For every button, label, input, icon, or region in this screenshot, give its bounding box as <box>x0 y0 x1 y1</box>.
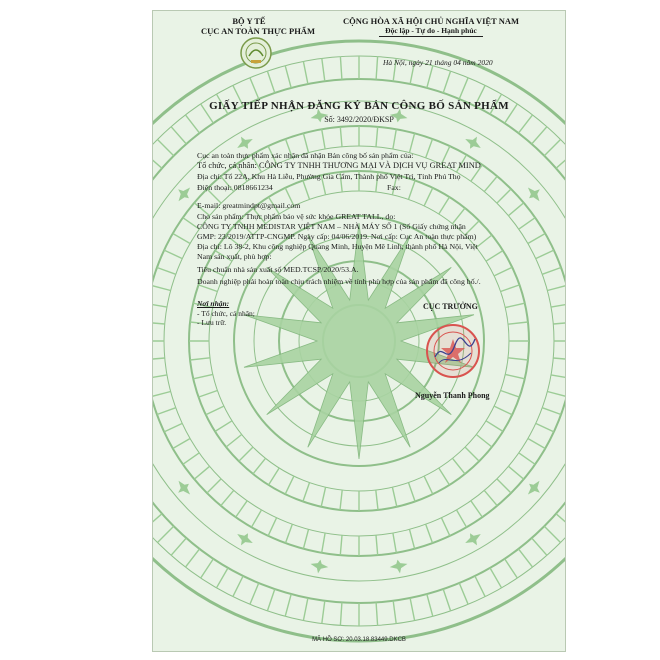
drum-tick <box>303 483 310 502</box>
organization-line: Tổ chức, cá nhân: CÔNG TY TNHH THƯƠNG MẠI VÀ DỊCH VỤ GREAT MIND <box>197 161 481 170</box>
drum-tick <box>183 453 199 465</box>
product-line: Cho sản phẩm: Thực phẩm bảo vệ sức khỏe GREAT TALL, do: <box>197 212 396 221</box>
drum-tick <box>553 358 565 360</box>
drum-tick <box>441 518 450 536</box>
drum-tick <box>471 501 483 517</box>
drum-tick <box>285 66 291 88</box>
drum-tick <box>476 235 492 248</box>
drum-tick <box>476 435 492 448</box>
drum-tick <box>153 322 165 324</box>
drum-tick <box>501 285 520 292</box>
drum-tick <box>497 479 511 493</box>
signer-name: Nguyễn Thanh Phong <box>415 391 490 400</box>
drum-tick <box>439 468 450 485</box>
drum-tick <box>303 529 308 548</box>
official-stamp-icon <box>425 323 481 379</box>
drum-tick <box>239 447 253 461</box>
drum-tick <box>322 601 325 624</box>
drum-tick <box>393 601 396 624</box>
drum-tick <box>236 501 248 517</box>
drum-tick <box>193 374 213 378</box>
drum-tick <box>157 408 176 415</box>
manufacturer-line-3: Địa chỉ: Lô 38-2, Khu công nghiệp Quang Minh, Huyện Mê Linh, thành phố Hà Nội, Việt <box>197 242 478 251</box>
drum-tick <box>443 589 450 611</box>
drum-tick <box>194 466 209 479</box>
drum-tick <box>409 483 416 502</box>
drum-tick <box>322 129 325 149</box>
drum-tick <box>215 421 232 432</box>
drum-tick <box>153 392 171 397</box>
manufacturer-line-4: Nam sản xuất, phù hợp: <box>197 252 272 261</box>
drum-tick <box>427 66 433 88</box>
drum-tick <box>153 153 162 168</box>
drum-tick <box>508 466 523 479</box>
drum-tick <box>269 468 280 485</box>
drum-tick <box>322 58 325 81</box>
document-title: GIẤY TIẾP NHẬN ĐĂNG KÝ BẢN CÔNG BỐ SẢN PHẨM <box>209 100 509 112</box>
drum-tick <box>453 458 466 474</box>
drum-tick <box>340 535 342 555</box>
drum-tick <box>424 188 433 206</box>
republic-name: CỘNG HÒA XÃ HỘI CHỦ NGHĨA VIỆT NAM <box>342 16 520 26</box>
intro-text: Cục an toàn thực phẩm xác nhận đã nhận Bản công bố sản phẩm của: <box>197 151 414 160</box>
drum-tick <box>497 189 511 203</box>
drum-tick <box>285 594 291 616</box>
drum-tick <box>551 304 565 307</box>
email-line: E-mail: greatmindpt@gmail.com <box>197 201 301 210</box>
drum-tick <box>201 559 214 578</box>
drum-tick <box>268 518 277 536</box>
manufacturer-line-2: GMP: 23/2019/ATTP-CNGMP. Ngày cấp: 04/06/2019. Nơi cấp: Cục An toàn thực phẩm) <box>197 232 477 241</box>
drum-tick <box>484 176 497 191</box>
drum-tick <box>532 538 547 555</box>
drum-tick <box>322 533 325 553</box>
drum-tick <box>340 57 342 80</box>
signer-title: CỤC TRƯỞNG <box>423 302 478 311</box>
drum-tick <box>253 458 266 474</box>
department-name: CỤC AN TOÀN THỰC PHẨM <box>201 26 315 36</box>
drum-tick <box>465 447 479 461</box>
drum-tick <box>190 358 210 360</box>
document-number: Số: 3492/2020/ĐKSP <box>324 115 394 124</box>
drum-tick <box>217 568 229 588</box>
drum-bird-motif <box>462 132 485 153</box>
drum-tick <box>171 127 186 144</box>
drum-tick <box>340 602 342 625</box>
drum-tick <box>457 510 467 527</box>
drum-tick <box>158 140 174 156</box>
drum-tick <box>250 583 259 604</box>
drum-tick <box>173 234 190 244</box>
recipients-block <box>197 299 255 328</box>
drum-tick <box>505 303 525 307</box>
drum-tick <box>392 487 396 507</box>
organization-address: Địa chỉ: Tổ 22A, Khu Hà Liễu, Phường Gia Cẩm, Thành phố Việt Trì, Tỉnh Phú Thọ <box>197 172 461 181</box>
drum-tick <box>459 583 468 604</box>
drum-tick <box>164 250 182 259</box>
drum-tick <box>551 375 565 378</box>
drum-tick <box>267 71 274 93</box>
drum-tick <box>508 358 528 360</box>
drum-tick <box>171 538 186 555</box>
drum-tick <box>519 453 535 465</box>
drum-tick <box>439 197 450 214</box>
drum-tick <box>267 589 274 611</box>
drum-tick <box>173 439 190 449</box>
drum-bird-motif <box>564 252 565 274</box>
drum-tick <box>486 251 503 262</box>
recipient-item: - Tổ chức, cá nhân; <box>197 308 255 318</box>
drum-tick <box>494 267 512 276</box>
motto-underline <box>379 36 483 37</box>
drum-tick <box>376 57 378 80</box>
drum-tick <box>547 285 565 290</box>
place-date: Hà Nội, ngày 21 tháng 04 năm 2020 <box>383 58 493 67</box>
drum-tick <box>532 127 547 144</box>
drum-tick <box>226 435 242 448</box>
drum-bird-motif <box>153 408 154 430</box>
drum-tick <box>556 514 565 529</box>
drum-tick <box>475 576 485 597</box>
drum-tick <box>424 476 433 494</box>
drum-tick <box>427 594 433 616</box>
drum-tick <box>303 181 310 200</box>
drum-tick <box>233 576 243 597</box>
drum-tick <box>164 423 182 432</box>
drum-tick <box>153 375 167 378</box>
drum-tick <box>286 524 293 543</box>
drum-tick <box>490 568 502 588</box>
drum-tick <box>199 391 218 398</box>
drum-tick <box>494 406 512 415</box>
drum-tick <box>443 71 450 93</box>
manufacturer-line-1: CÔNG TY TNHH MEDISTAR VIỆT NAM – NHÀ MÁY SỐ 1 (Số Giấy chứng nhận <box>197 222 466 231</box>
drum-tick <box>505 374 525 378</box>
drum-tick <box>519 549 533 567</box>
food-safety-logo-icon <box>239 36 273 70</box>
drum-tick <box>221 490 234 505</box>
drum-tick <box>547 392 565 397</box>
drum-tick <box>158 526 174 542</box>
drum-bird-motif <box>233 529 256 550</box>
drum-tick <box>459 78 468 99</box>
drum-tick <box>376 127 378 147</box>
drum-tick <box>410 133 415 152</box>
drum-tick <box>426 524 433 543</box>
drum-tick <box>340 490 342 510</box>
drum-tick <box>409 181 416 200</box>
drum-tick <box>157 268 176 275</box>
drum-bird-motif <box>153 252 154 274</box>
national-motto: Độc lập - Tự do - Hạnh phúc <box>385 26 477 35</box>
drum-tick <box>542 408 561 415</box>
drum-tick <box>153 514 162 529</box>
drum-bird-motif <box>389 558 409 575</box>
drum-tick <box>484 490 497 505</box>
drum-tick <box>528 234 545 244</box>
drum-tick <box>508 322 528 324</box>
drum-bird-motif <box>564 408 565 430</box>
drum-tick <box>536 423 554 432</box>
drum-tick <box>426 139 433 158</box>
drum-tick <box>542 268 561 275</box>
recipient-item: - Lưu trữ. <box>197 318 227 327</box>
drum-tick <box>303 598 308 621</box>
drum-tick <box>376 535 378 555</box>
drum-tick <box>508 203 523 216</box>
responsibility-line: Doanh nghiệp phải hoàn toàn chịu trách nhiệm về tính phù hợp của sản phẩm đã công bố./. <box>197 277 481 286</box>
drum-tick <box>186 549 200 567</box>
drum-tick <box>553 322 565 324</box>
drum-tick <box>206 406 224 415</box>
drum-tick <box>410 529 415 548</box>
drum-tick <box>207 479 221 493</box>
drum-tick <box>153 358 165 360</box>
drum-tick <box>252 510 262 527</box>
dossier-code: MÃ HỒ SƠ: 20.03.18.83449.DKCB <box>312 637 406 643</box>
fax-label: Fax: <box>387 183 401 192</box>
drum-tick <box>519 218 535 230</box>
drum-tick <box>544 140 560 156</box>
drum-bird-motif <box>462 529 485 550</box>
drum-tick <box>410 598 415 621</box>
drum-tick <box>393 533 396 553</box>
certificate-document <box>152 10 566 652</box>
drum-tick <box>340 127 342 147</box>
drum-tick <box>528 439 545 449</box>
drum-tick <box>556 153 565 168</box>
drum-tick <box>536 250 554 259</box>
drum-tick <box>505 559 518 578</box>
drum-tick <box>303 133 308 152</box>
drum-tick <box>250 78 259 99</box>
drum-tick <box>376 490 378 510</box>
phone-line: Điện thoại: 0818661234 <box>197 183 273 192</box>
drum-tick <box>153 304 167 307</box>
ministry-name: BỘ Y TẾ <box>232 16 266 26</box>
drum-tick <box>393 129 396 149</box>
recipients-heading: Nơi nhận: <box>197 299 230 308</box>
drum-tick <box>544 526 560 542</box>
drum-bird-motif <box>309 558 329 575</box>
drum-tick <box>153 285 171 290</box>
drum-tick <box>285 476 294 494</box>
drum-tick <box>376 602 378 625</box>
drum-tick <box>303 62 308 85</box>
drum-tick <box>501 391 520 398</box>
standard-line: Tiêu chuẩn nhà sản xuất số MED.TCSP/2020/53.A. <box>197 265 359 274</box>
drum-tick <box>321 487 325 507</box>
drum-tick <box>486 421 503 432</box>
